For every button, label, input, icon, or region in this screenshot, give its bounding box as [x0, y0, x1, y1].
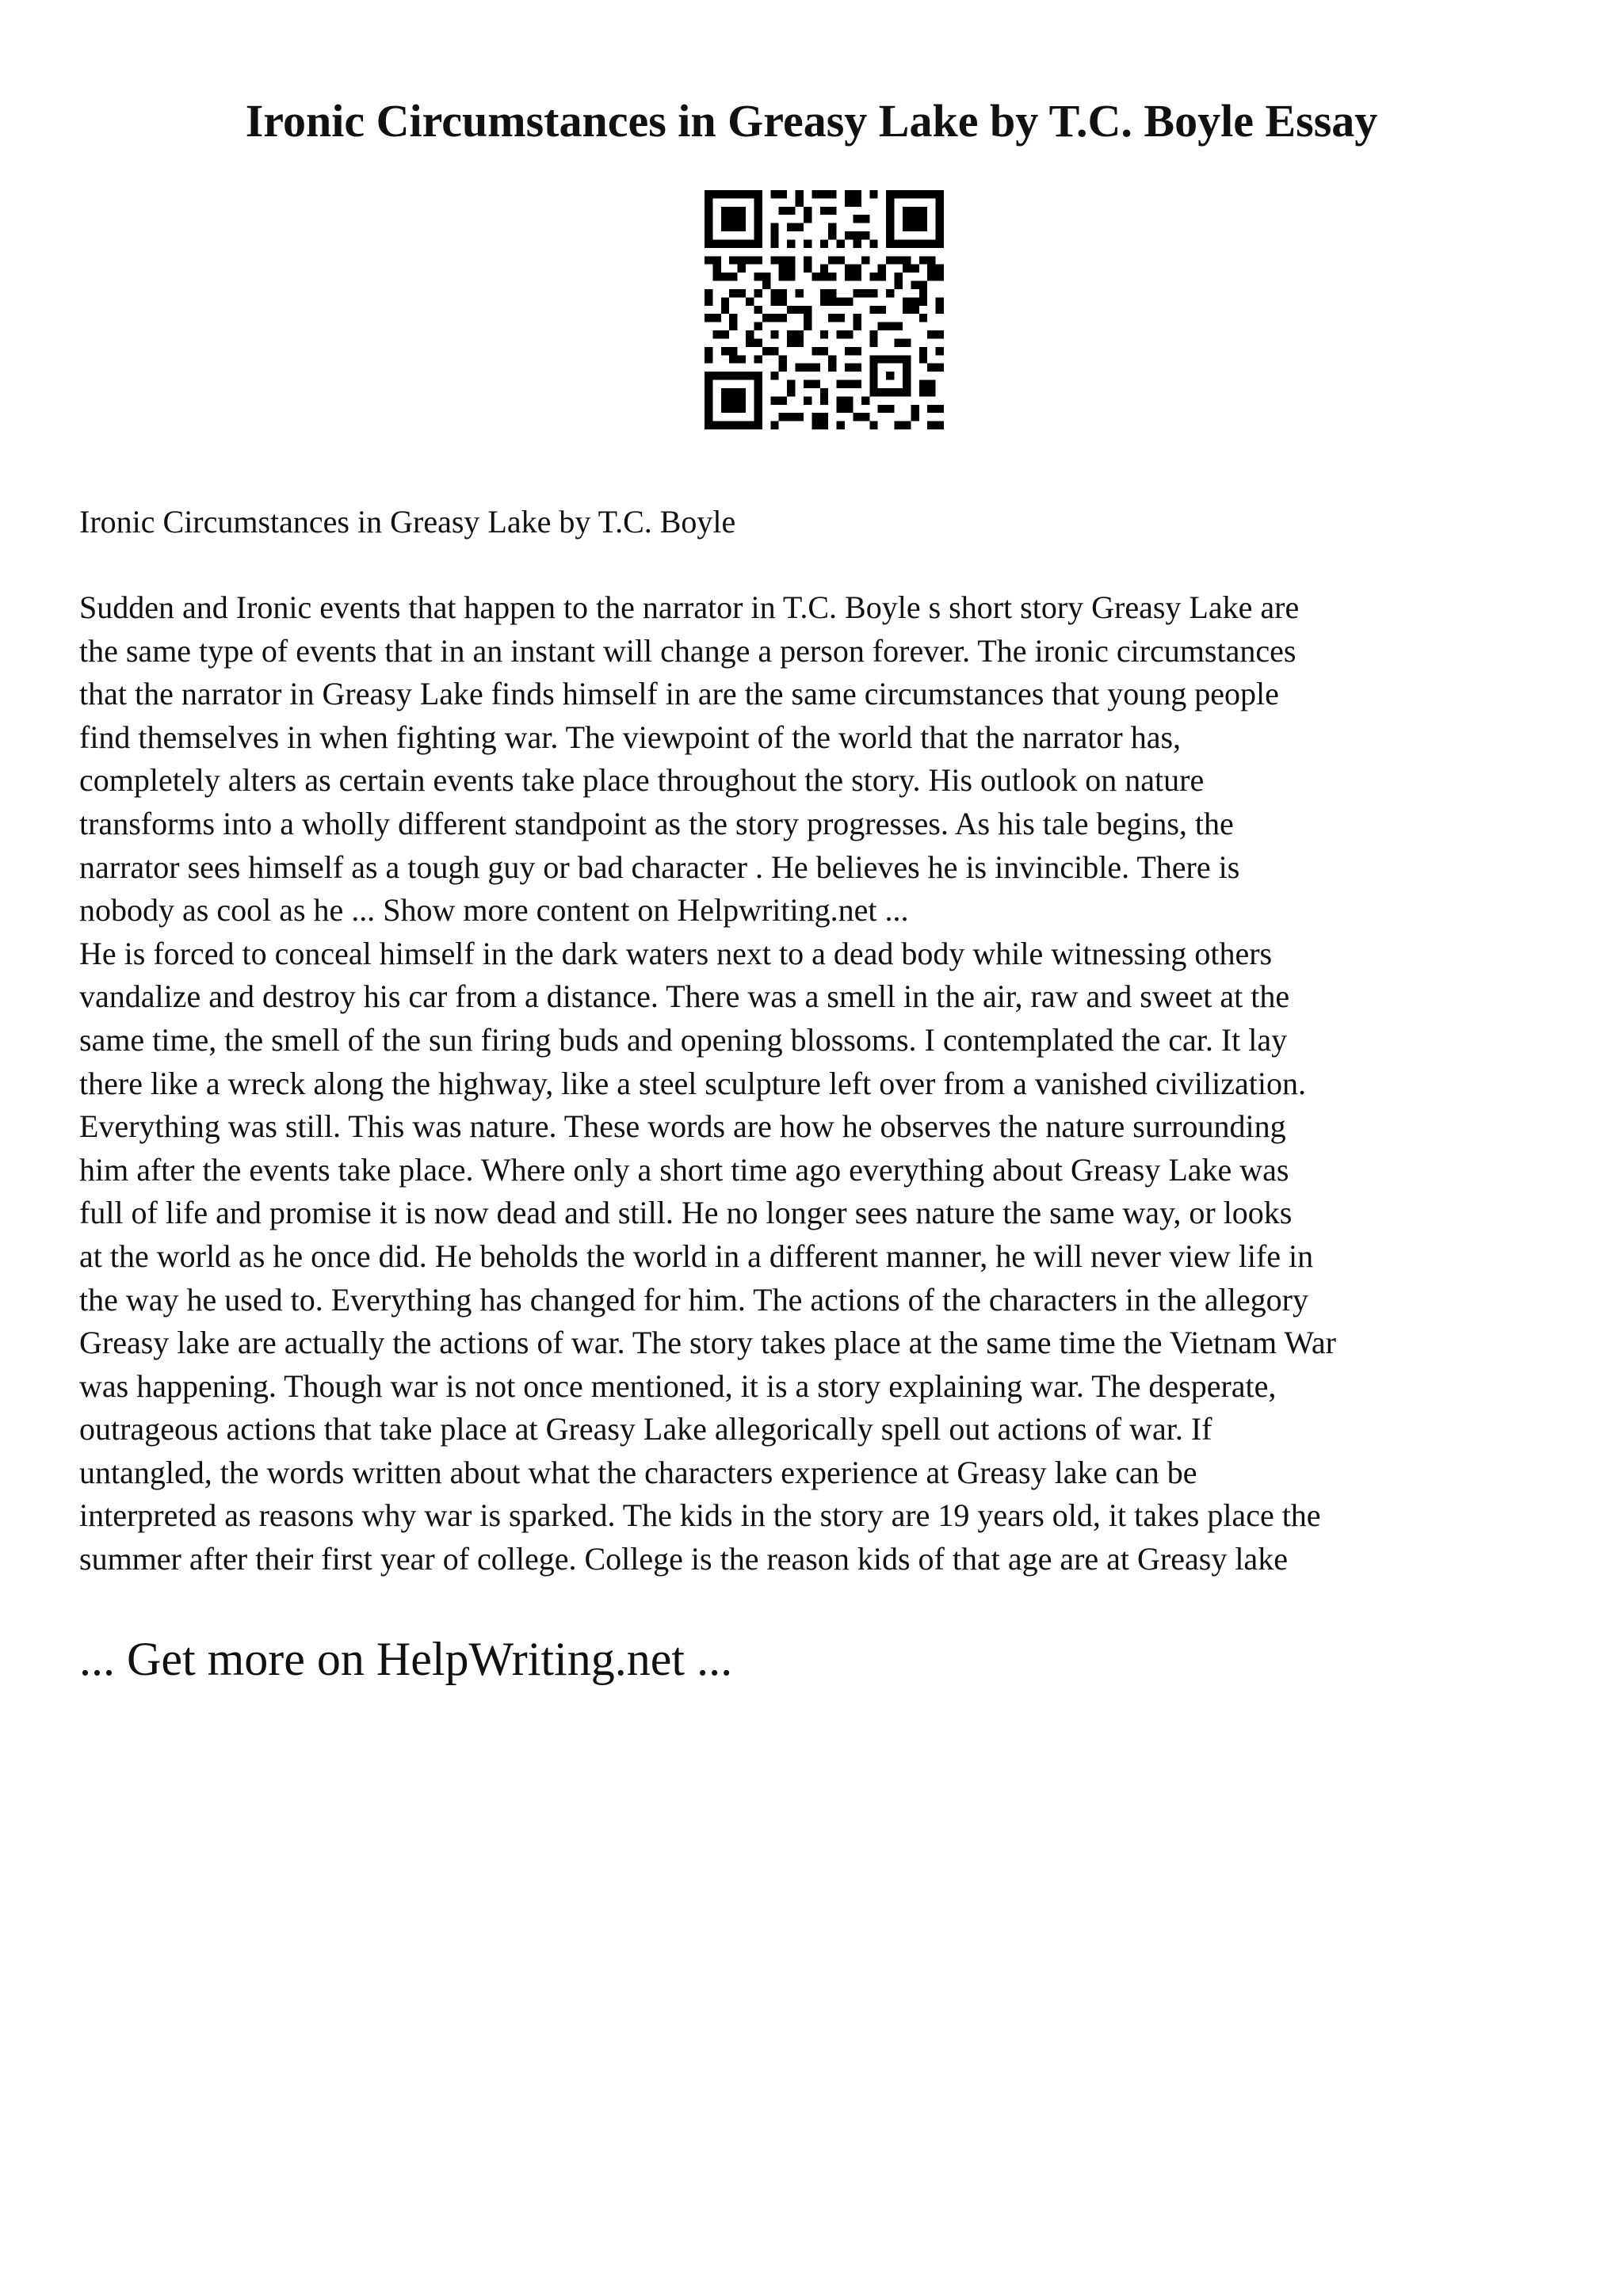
- body-line: outrageous actions that take place at Greasy Lake allegorically spell out actions of war. If: [79, 1411, 1212, 1447]
- body-line: the same type of events that in an instant will change a person forever. The ironic circumstances: [79, 632, 1296, 669]
- body-line: that the narrator in Greasy Lake finds himself in are the same circumstances that young people: [79, 676, 1279, 712]
- body-line: summer after their first year of college. College is the reason kids of that age are at Greasy lake: [79, 1541, 1288, 1577]
- essay-subtitle: Ironic Circumstances in Greasy Lake by T.C. Boyle: [79, 504, 736, 540]
- body-line: full of life and promise it is now dead and still. He no longer sees nature the same way, or looks: [79, 1195, 1293, 1231]
- body-line: vandalize and destroy his car from a distance. There was a smell in the air, raw and sweet at the: [79, 978, 1290, 1015]
- body-line: Sudden and Ironic events that happen to the narrator in T.C. Boyle s short story Greasy Lake are: [79, 589, 1300, 625]
- body-line: was happening. Though war is not once mentioned, it is a story explaining war. The desperate,: [79, 1367, 1277, 1404]
- essay-body: [79, 586, 1553, 1581]
- body-line: at the world as he once did. He beholds the world in a different manner, he will never view life in: [79, 1238, 1314, 1274]
- body-line: He is forced to conceal himself in the dark waters next to a dead body while witnessing others: [79, 935, 1273, 971]
- get-more-link[interactable]: ... Get more on HelpWriting.net ...: [79, 1633, 733, 1685]
- body-line: him after the events take place. Where only a short time ago everything about Greasy Lake was: [79, 1151, 1289, 1188]
- body-line: the way he used to. Everything has changed for him. The actions of the characters in the allegory: [79, 1281, 1308, 1318]
- body-line: narrator sees himself as a tough guy or bad character . He believes he is invincible. There is: [79, 849, 1240, 885]
- body-line: completely alters as certain events take place throughout the story. His outlook on nature: [79, 762, 1205, 799]
- body-line: interpreted as reasons why war is sparked. The kids in the story are 19 years old, it takes place the: [79, 1497, 1321, 1534]
- body-line: nobody as cool as he ... Show more content on Helpwriting.net ...: [79, 892, 909, 929]
- body-line: Everything was still. This was nature. These words are how he observes the nature surrounding: [79, 1108, 1286, 1145]
- qr-code-icon: [705, 190, 944, 429]
- body-line: untangled, the words written about what the characters experience at Greasy lake can be: [79, 1454, 1197, 1490]
- body-line: there like a wreck along the highway, like a steel sculpture left over from a vanished civilization.: [79, 1065, 1306, 1101]
- body-line: transforms into a wholly different standpoint as the story progresses. As his tale begins, the: [79, 805, 1234, 841]
- body-line: find themselves in when fighting war. The viewpoint of the world that the narrator has,: [79, 719, 1182, 755]
- body-line: Greasy lake are actually the actions of war. The story takes place at the same time the Vietnam War: [79, 1325, 1336, 1361]
- page-title: Ironic Circumstances in Greasy Lake by T.C. Boyle Essay: [245, 95, 1378, 147]
- body-line: same time, the smell of the sun firing buds and opening blossoms. I contemplated the car. It lay: [79, 1021, 1288, 1058]
